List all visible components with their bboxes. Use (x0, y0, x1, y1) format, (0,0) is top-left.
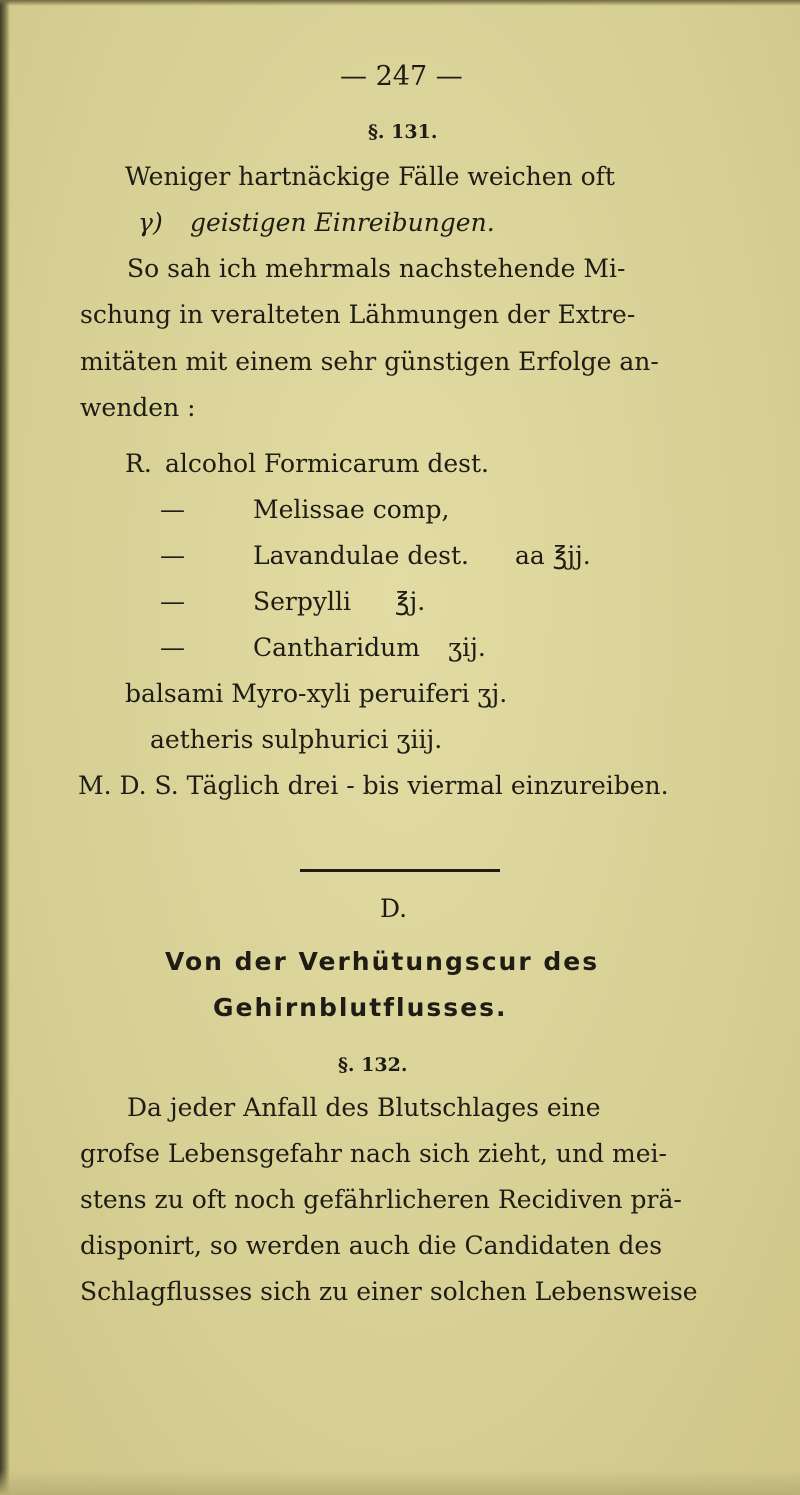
para-131-line1: So sah ich mehrmals nachstehende Mi- (127, 254, 626, 283)
section-D-letter: D. (380, 894, 408, 923)
page-top-edge (0, 0, 800, 6)
para-132-line1: Da jeder Anfall des Blutschlages eine (127, 1093, 601, 1122)
section-D-title-line2: Gehirnblutflusses. (213, 993, 508, 1022)
subsection-title: geistigen Einreibungen. (190, 208, 495, 237)
page-bottom-edge (0, 1470, 800, 1495)
section-divider-rule (300, 869, 500, 872)
recipe-prefix: R. (125, 449, 152, 478)
para-131-line4: wenden : (80, 393, 196, 422)
recipe-extra-1: balsami Myro-xyli peruiferi ʒj. (125, 679, 508, 708)
section-131-heading: §. 131. (368, 121, 438, 143)
recipe-item-5-dose: ʒij. (448, 633, 486, 662)
recipe-item-1-name: alcohol Formicarum dest. (165, 449, 489, 478)
para-132-line4: disponirt, so werden auch die Candidaten des (80, 1231, 663, 1260)
recipe-item-4-name: Serpylli (253, 587, 351, 616)
recipe-signature: M. D. S. Täglich drei - bis viermal einzureiben. (78, 771, 669, 800)
recipe-extra-2: aetheris sulphurici ʒiij. (150, 725, 443, 754)
recipe-item-2-dash: — (160, 495, 185, 524)
page-binding-shadow (0, 0, 10, 1495)
recipe-item-5-dash: — (160, 633, 185, 662)
section-131-line1: Weniger hartnäckige Fälle weichen oft (125, 162, 615, 191)
recipe-item-2-name: Melissae comp, (253, 495, 450, 524)
para-132-line5: Schlagflusses sich zu einer solchen Lebensweise (80, 1277, 698, 1306)
page-number: — 247 — (340, 61, 463, 92)
para-132-line2: grofse Lebensgefahr nach sich zieht, und mei- (80, 1139, 667, 1168)
recipe-item-4-dash: — (160, 587, 185, 616)
para-131-line3: mitäten mit einem sehr günstigen Erfolge an- (80, 347, 659, 376)
recipe-item-3-dash: — (160, 541, 185, 570)
para-132-line3: stens zu oft noch gefährlicheren Recidiven prä- (80, 1185, 682, 1214)
recipe-item-5-name: Cantharidum (253, 633, 420, 662)
section-132-heading: §. 132. (338, 1054, 408, 1076)
recipe-item-3-name: Lavandulae dest. (253, 541, 470, 570)
recipe-item-4-dose: ℥j. (395, 587, 426, 616)
para-131-line2: schung in veralteten Lähmungen der Extre- (80, 300, 636, 329)
recipe-item-3-dose: aa ℥jj. (515, 541, 591, 570)
section-D-title-line1: Von der Verhütungscur des (165, 947, 600, 976)
subsection-marker: γ) (138, 208, 163, 237)
